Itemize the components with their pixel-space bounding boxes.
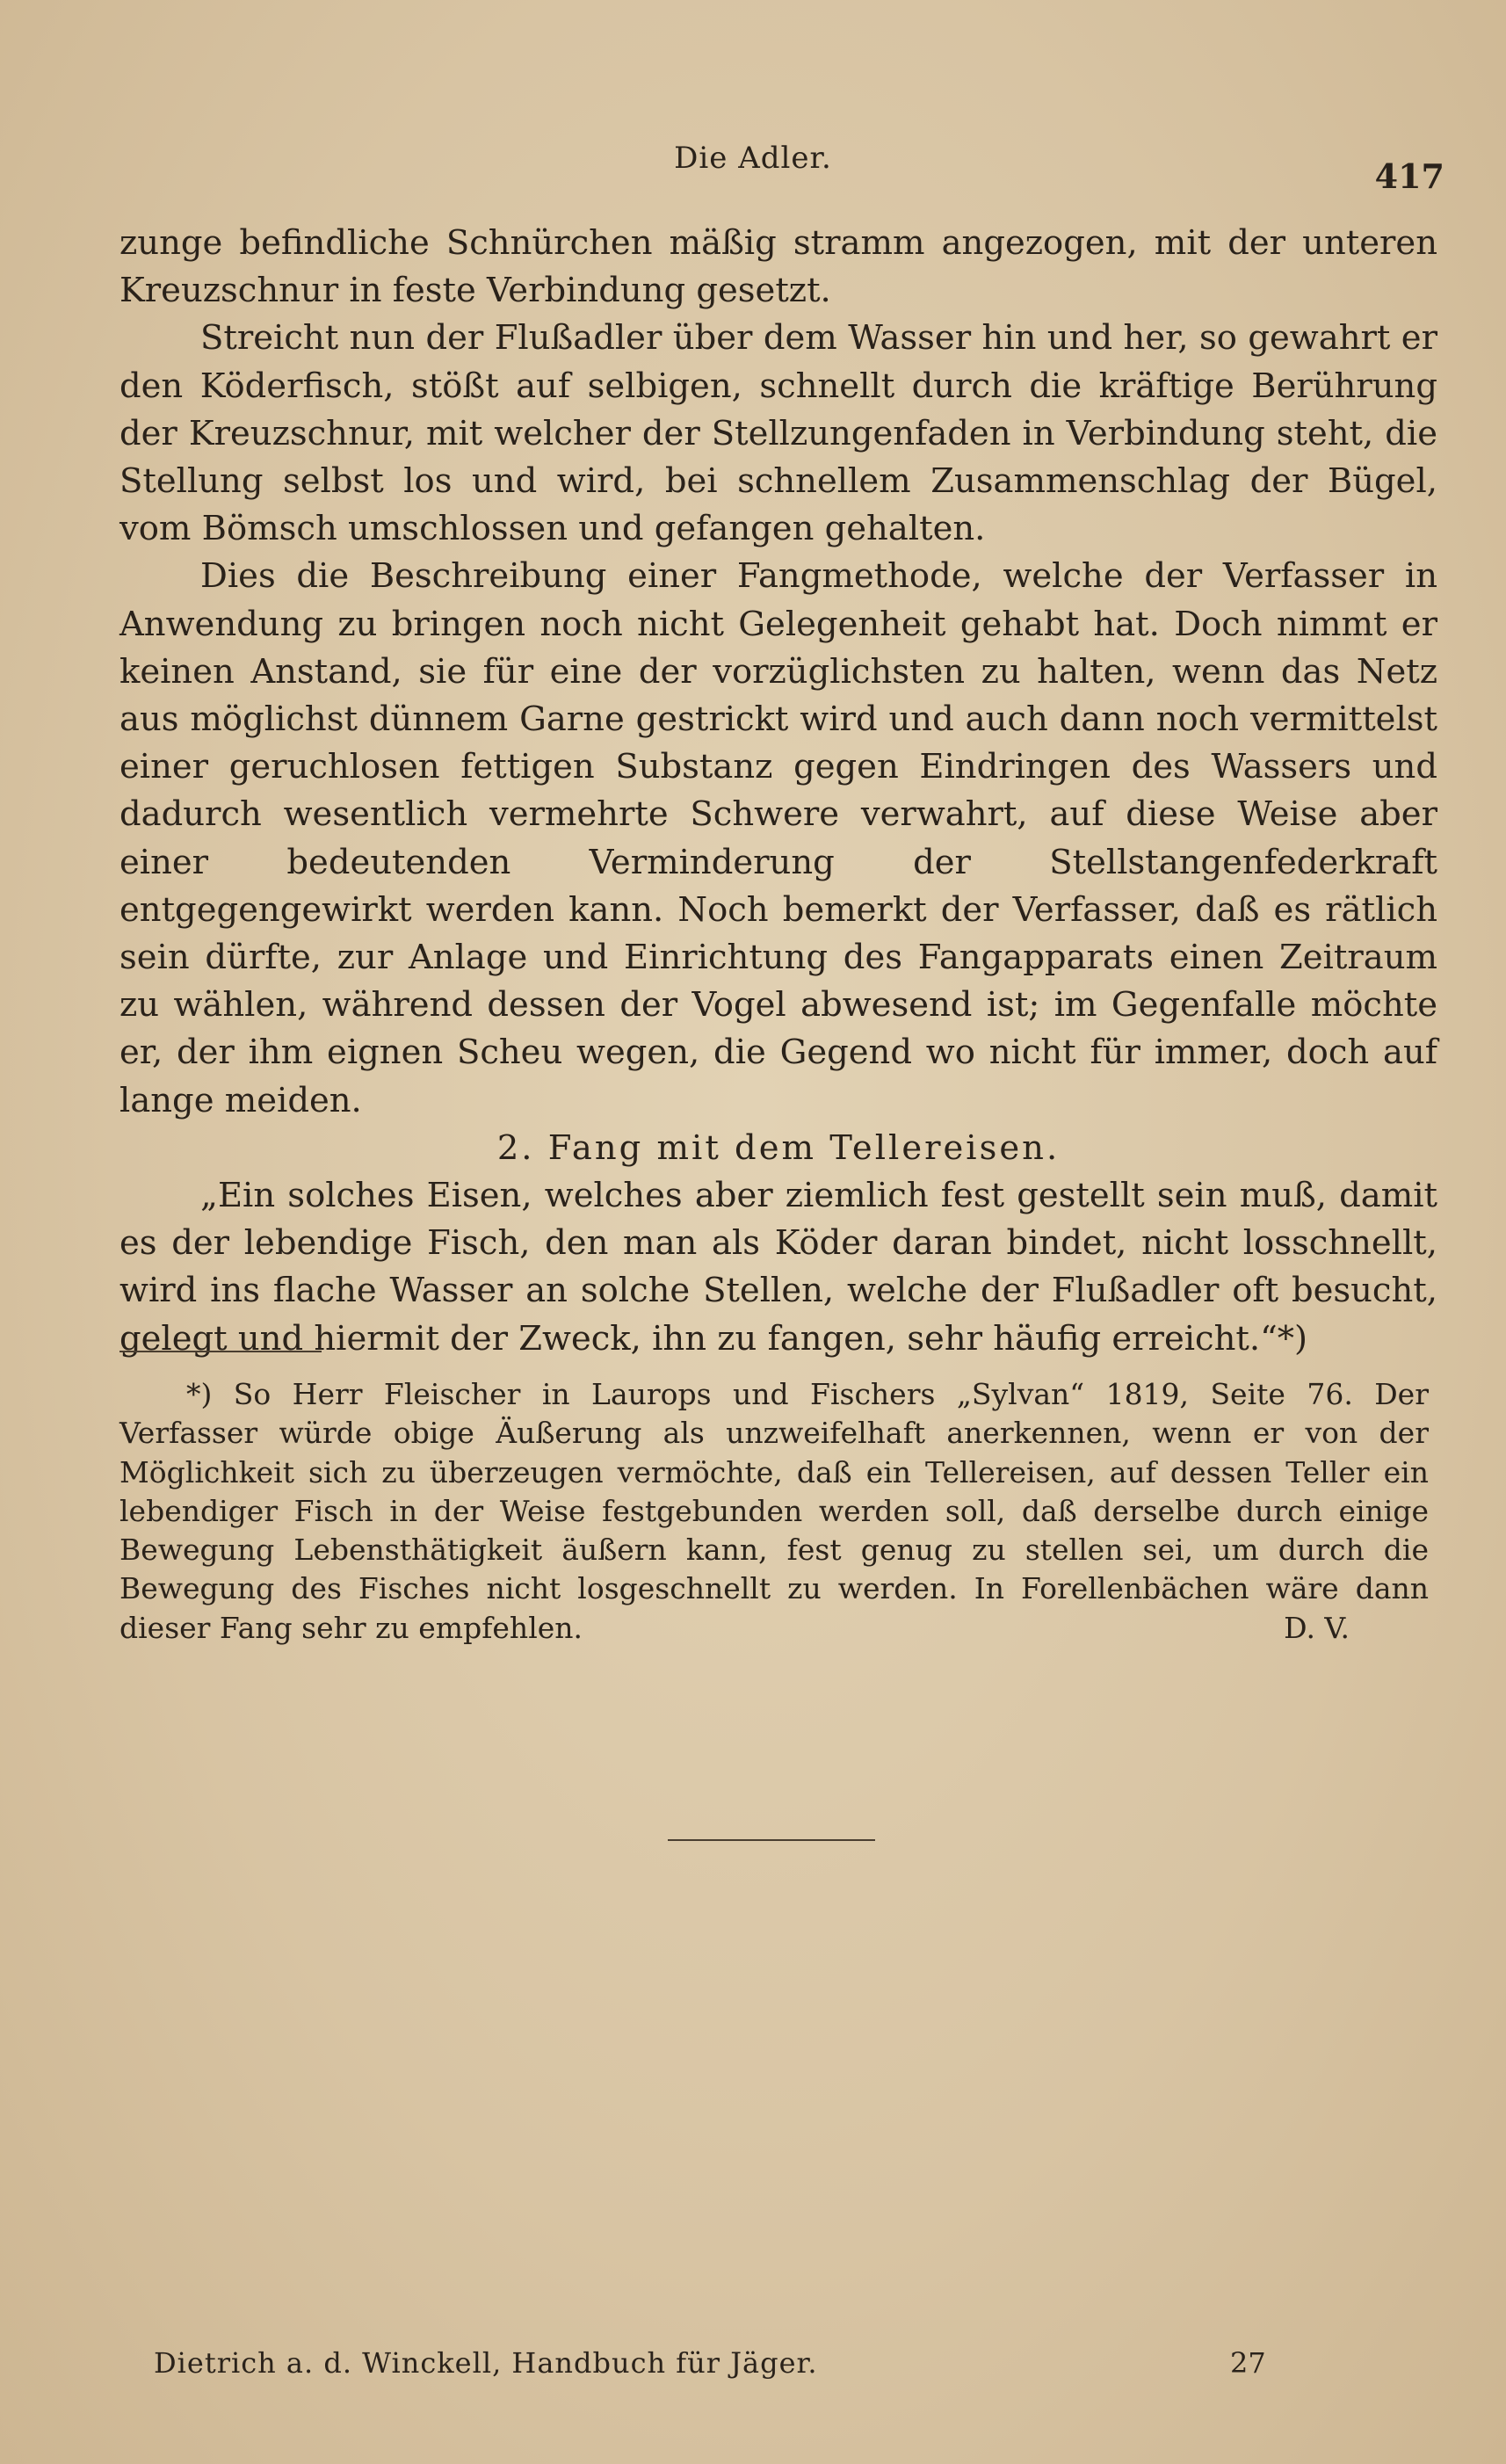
signature-mark: 27 (1230, 2346, 1266, 2380)
running-head: Die Adler. (674, 141, 832, 176)
footer-imprint: Dietrich a. d. Winckell, Handbuch für Jäger. (154, 2346, 818, 2380)
main-text (119, 220, 1437, 1363)
footnote (119, 1375, 1429, 1648)
page-number: 417 (1374, 156, 1444, 196)
paragraph: Dies die Beschreibung einer Fangmethode, welche der Verfasser in Anwendung zu bringen noch nicht Gelegenheit gehabt hat. Doch nimmt er keinen Anstand, sie für eine der vorzüglichsten zu halten, wenn das Netz aus möglichst dünnem Garne gestrickt wird und auch dann noch vermittelst einer geruchlosen fettigen Substanz gegen Eindringen des Wassers und dadurch wesentlich vermehrte Schwere verwahrt, auf diese Weise aber einer bedeutenden Verminderung der Stellstangenfederkraft entgegengewirkt werden kann. Noch bemerkt der Verfasser, daß es rätlich sein dürfte, zur Anlage und Einrichtung des Fangapparats einen Zeitraum zu wählen, während dessen der Vogel abwesend ist; im Gegenfalle möchte er, der ihm eignen Scheu wegen, die Gegend wo nicht für immer, doch auf lange meiden. (119, 556, 1437, 1120)
quote-paragraph: „Ein solches Eisen, welches aber ziemlich fest gestellt sein muß, damit es der lebendige Fisch, den man als Köder daran bindet, nicht losschnellt, wird ins flache Wasser an solche Stellen, welche der Flußadler oft besucht, gelegt und hiermit der Zweck, ihn zu fangen, sehr häufig erreicht.“*) (119, 1176, 1437, 1359)
footnote-signature: D. V. (1284, 1611, 1350, 1646)
end-rule (668, 1839, 875, 1841)
footnote-text: *) So Herr Fleischer in Laurops und Fischers „Sylvan“ 1819, Seite 76. Der Verfasser würde obige Äußerung als unzweifelhaft anerkennen, wenn er von der Möglichkeit sich zu überzeugen vermöchte, daß ein Tellereisen, auf dessen Teller ein lebendiger Fisch in der Weise festgebunden werden soll, daß derselbe durch einige Bewegung Lebensthätigkeit äußern kann, fest genug zu stellen sei, um durch die Bewegung des Fisches nicht losgeschnellt zu werden. In Forellenbächen wäre dann dieser Fang sehr zu empfehlen. (119, 1377, 1429, 1645)
page-footer (154, 2346, 1296, 2380)
footnote-divider (119, 1351, 322, 1352)
paragraph: Streicht nun der Flußadler über dem Wasser hin und her, so gewahrt er den Köderfisch, stößt auf selbigen, schnellt durch die kräftige Berührung der Kreuzschnur, mit welcher der Stellzungenfaden in Verbindung steht, die Stellung selbst los und wird, bei schnellem Zusammenschlag der Bügel, vom Bömsch umschlossen und gefangen gehalten. (119, 318, 1437, 549)
paragraph: zunge befindliche Schnürchen mäßig stramm angezogen, mit der unteren Kreuzschnur in feste Verbindung gesetzt. (119, 223, 1437, 311)
section-heading: 2. Fang mit dem Tellereisen. (496, 1127, 1061, 1168)
